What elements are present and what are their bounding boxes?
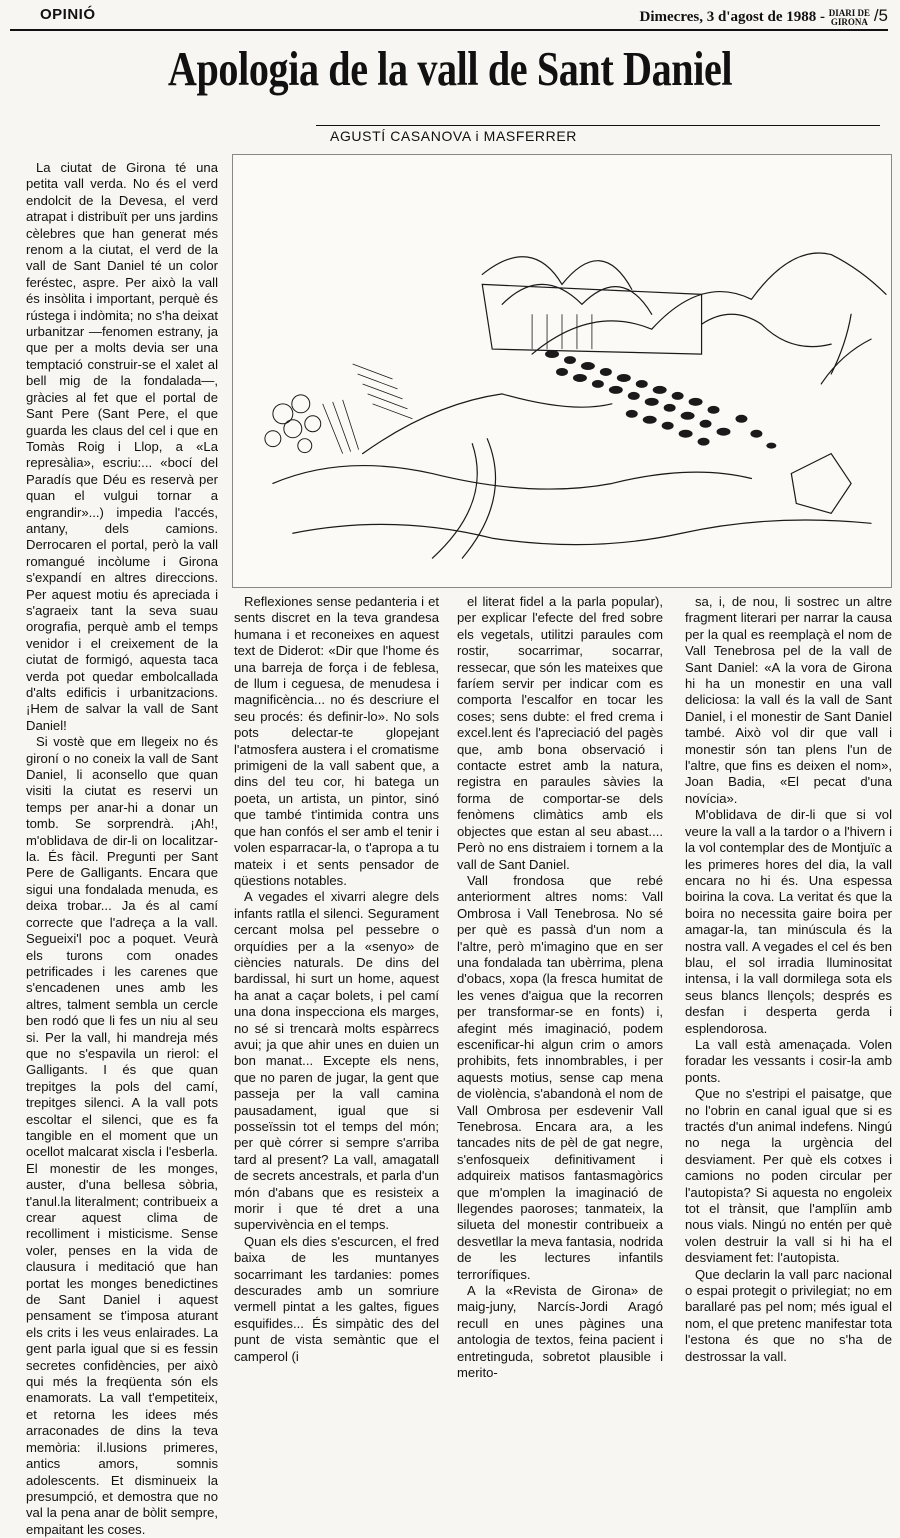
paragraph: A vegades el xivarri alegre dels infants ratlla el silenci. Segurament cercant molsa pel pessebre o orquídies per a la «senyo» de ciències naturals. De dins del bardissal, hi surt un home, aquest ha anat a caçar bolets, i pel camí una dona inspecciona els marges, no sé si trencarà molts espàrrecs avui; ja que ahir unes en duien un bon manat... Excepte els nens, que no paren de jugar, la gent que passeja per la vall camina pausadament, igual que si posseïssin tot el temps del món; per què córrer si sempre s'arriba tard al present? La vall, amagatall de secrets ancestrals, et parla d'un món d'abans que es resisteix a morir i que té dret a una supervivència en el temps. — [234, 889, 439, 1233]
masthead-line-2: GIRONA — [830, 16, 868, 27]
paragraph: Reflexiones sense pedanteria i et sents discret en la teva grandesa humana i et reconeixes en aquest text de Diderot: «Dir que l'home és una barreja de força i de feblesa, de llum i ceguesa, de menudesa i magnificència... no és descriure el seu procés: és definir-lo». No sols pots delectar-te glopejant l'atmosfera austera i el cromatisme primigeni de la vall sabent que, a dins del teu cor, hi batega un poeta, un artista, un pintor, sinó que també t'intimida contra uns que han confós el ser amb el tenir i volen esparracar-la, o t'apropa a tu mateix i et sents pensador de qüestions notables. — [234, 594, 439, 888]
column-4 — [685, 594, 892, 1365]
byline-rule — [316, 125, 880, 126]
article-title: Apologia de la vall de Sant Daniel — [167, 41, 733, 96]
paragraph: A la «Revista de Girona» de maig-juny, Narcís-Jordi Aragó recull en unes pàgines una antologia de textos, feina pacient i entretinguda, sobretot plausible i merito- — [457, 1283, 663, 1381]
sketch-drawing — [233, 155, 891, 587]
page-header — [10, 4, 888, 28]
paragraph: Que declarin la vall parc nacional o espai protegit o privilegiat; no em barallaré pas pel nom; més igual el nom, el que pretenc manifestar tota l'estona és que no s'ha de destrossar la vall. — [685, 1266, 892, 1364]
paragraph: Que no s'estripi el paisatge, que no l'obrin en canal igual que si es tractés d'un animal indefens. Ningú no nega la urgència del desviament. Per què els cotxes i camions no poden circular per l'autopista? Si aquesta no engoleix tot el trànsit, que l'amplïin amb nous vials. Ningú no entén per què volen destruir la vall si hi ha el desviament fet: l'autopista. — [685, 1086, 892, 1266]
sketch-flowers — [265, 395, 321, 453]
paragraph: sa, i, de nou, li sostrec un altre fragment literari per narrar la causa per la qual es reemplaçà el nom de Vall Tenebrosa pel de la vall de Sant Daniel: «A la vora de Girona hi ha un monestir en una vall deliciosa: la vall és la vall de Sant Daniel, i el monestir de Sant Daniel també. Això vol dir que vall i monestir són tan plens l'un de l'altre, que fins es deixen el nom», Joan Badia, «El pecat d'una novícia». — [685, 594, 892, 806]
paragraph: el literat fidel a la parla popular), per explicar l'efecte del fred sobre els vegetals, utilitzi paraules com rostir, socarrimar, socarrar, ressecar, que són les mateixes que faríem servir per indicar com es comporta l'escalfor en tocar les coses; sens dubte: el fred crema i excel.lent és l'apreciació del pagès que, amb bona observació i contacte estret amb la natura, registra en paraules sàvies la forma de comportar-se dels fenòmens climàtics amb els objectes que estan al seu abast.... Però no ens distraiem i tornem a la vall de Sant Daniel. — [457, 594, 663, 872]
paragraph: Quan els dies s'escurcen, el fred baixa de les muntanyes socarrimant les tardanies: pomes descurades amb un somriure vermell pintat a les galtes, figues esquifides... És simpàtic des del punt de vista semàntic que el camperol (i — [234, 1233, 439, 1364]
column-1 — [26, 160, 218, 1538]
section-label: OPINIÓ — [40, 6, 96, 23]
paragraph: M'oblidava de dir-li que si vol veure la vall a la tardor o a l'hivern i la vol contemplar des de Montjuïc a les primeres hores del dia, la vall encara no hi és. Una espessa boirina la cova. La veritat és que la boira no necessita gaire boira per amagar-la, tan minúscula és la nostra vall. A vegades el cel és ben blau, el sol irradia lluminositat intensa, i la vall dormilega sota els seus blancs llençols; després es desfan i desperta gerda i esplendorosa. — [685, 807, 892, 1036]
page-number: /5 — [873, 6, 888, 25]
dateline — [640, 6, 888, 27]
issue-date: Dimecres, 3 d'agost de 1988 - — [639, 9, 826, 25]
column-3 — [457, 594, 663, 1382]
paragraph: Vall frondosa que rebé anteriorment altres noms: Vall Ombrosa i Vall Tenebrosa. No sé per què es passà d'un nom a l'altre, però m'imagino que en ser una fondalada tan ubèrrima, plena d'obacs, xopa (la fresca humitat de les venes d'aigua que la recorren per transformar-se en fonts) i, afegint més imaginació, podem escenificar-hi algun crim o amors prohibits, fets innombrables, i per aquests motius, sense cap mena de violència, s'abandonà el nom de Vall Ombrosa per esdevenir Vall Tenebrosa. Encara ara, a les tancades nits de pèl de gat negre, s'enfosqueix definitivament i adquireix matisos fantasmagòrics que m'omplen la imaginació de llegendes paoroses; tanmateix, la silueta del monestir contribueix a desvetllar la meva fantasia, nodrida de les lectures infantils terrorífiques. — [457, 872, 663, 1282]
paragraph: Si vostè que em llegeix no és gironí o no coneix la vall de Sant Daniel, li aconsello que quan visiti la ciutat es reservi un temps per anar-hi a donar un tomb. Se sorprendrà. ¡Ah!, m'oblidava de dir-li on localitzar-la. És fàcil. Pregunti per Sant Pere de Galligants. Encara que sigui una fondalada menuda, es deixa trobar... Ja és al camí correcte que l'adreça a la vall. Segueixi'l poc a poquet. Veurà els turons com onades petrificades i les carenes que s'encadenen unes amb les altres, talment sembla un cercle ben rodó que li fes un niu al seu si. Per la vall, hi mandreja més que no s'espavila un rierol: el Galligants. I és que quan trepitges la pols del camí, trepitges silenci. A la vall pots escoltar el silenci, que es fa tangible en el moment que un ocellot malcarat xiscla i l'esberla. El monestir de les monges, auster, d'una bellesa sòbria, t'anul.la literalment; contribueix a crear aquest clima de recolliment i misticisme. Sense voler, penses en la vida de clausura i meditació que han portat les monges benedictines de Sant Daniel i aquest pensament se t'imposa aturant els crits i les veus enlairades. La gent parla igual que si es fessin secretes confidències, per això qui més la freqüenta són els enamorats. La vall t'empetiteix, et retorna les idees més arraconades de dins la teva memòria: il.lusions primeres, antics amors, somnis adolescents. Et disminueix la presumpció, et demostra que no val la pena anar de bòlit sempre, empaitant les coses. — [26, 734, 218, 1537]
article-byline: AGUSTÍ CASANOVA i MASFERRER — [330, 128, 577, 144]
sketch-ink-foliage — [545, 350, 776, 449]
column-2 — [234, 594, 439, 1365]
masthead-logo — [829, 9, 870, 27]
paragraph: La vall està amenaçada. Volen foradar les vessants i cosir-la amb ponts. — [685, 1036, 892, 1085]
valley-sketch-illustration — [232, 154, 892, 588]
header-rule — [10, 29, 888, 31]
masthead-line-1: DIARI DE — [828, 7, 871, 18]
paragraph: La ciutat de Girona té una petita vall verda. No és el verd endolcit de la Devesa, el verd atrapat i distribuït per uns jardins cèlebres que han generat més renom a la ciutat, el verd de la vall de Sant Daniel té un color feréstec, aspre. Per això la vall és insòlita i important, perquè és rústega i indòmita; no s'ha deixat urbanitzar —fenomen estrany, ja que per a molts devia ser una temptació construir-se el xalet al bell mig de la fondalada—, gràcies al fet que el portal de Sant Pere (Sant Pere, el que guarda les claus del cel i que en Tomàs Roig i Llop, a «La represàlia», escriu:... «bocí del Paradís que Déu es reservà per quan el vulgui tornar a engrandir»...) impedia l'accés, antany, dels camions. Derrocaren el portal, però la vall romangué incòlume i Girona s'expandí en altres direccions. Per aquest motiu és apreciada i s'agraeix tant la seva suau orografia, perquè amb el temps venidor i el creixement de la ciutat de formigó, aquesta taca verda pot quedar embolcallada d'alts edificis i urbanitzacions. ¡Hem de salvar la vall de Sant Daniel! — [26, 160, 218, 733]
article-body — [26, 160, 896, 1537]
